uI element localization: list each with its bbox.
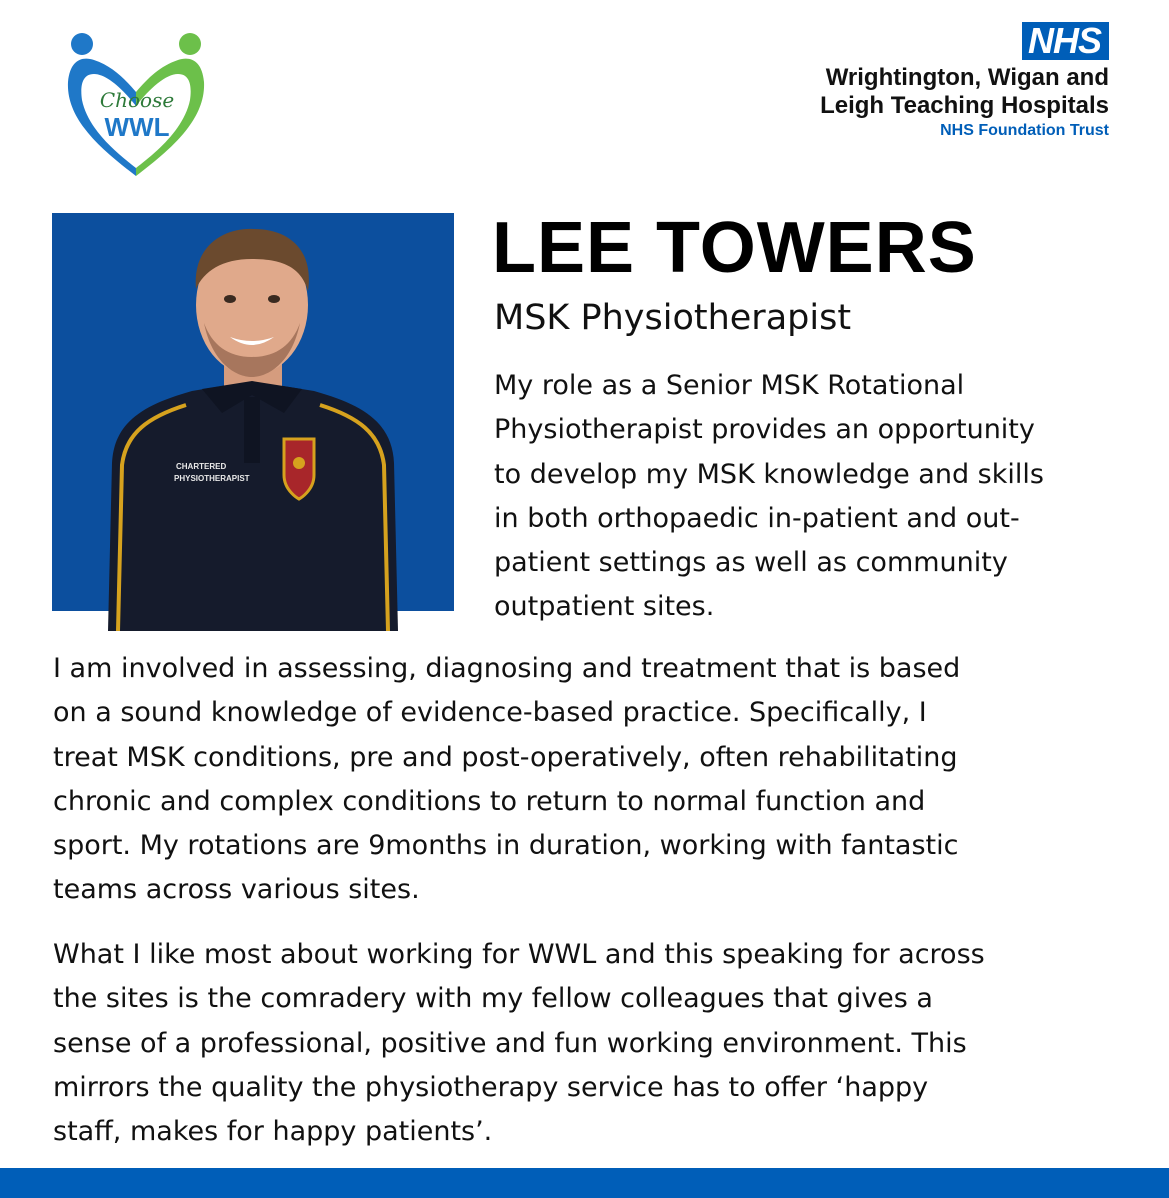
bio-body-line: sport. My rotations are 9months in duration, working with fantastic bbox=[53, 830, 959, 862]
bio-intro-line: to develop my MSK knowledge and skills bbox=[494, 458, 1044, 490]
trust-name-line1: Wrightington, Wigan and bbox=[825, 64, 1109, 91]
nhs-badge: NHS bbox=[1022, 22, 1109, 60]
bio-intro-line: My role as a Senior MSK Rotational bbox=[494, 370, 965, 401]
bio-body-line: I am involved in assessing, diagnosing and treatment that is based bbox=[53, 653, 961, 684]
bio-intro-paragraph bbox=[494, 364, 1134, 630]
bio-intro-line: Physiotherapist provides an opportunity bbox=[494, 414, 1035, 446]
bio-body-line: treat MSK conditions, pre and post-operatively, often rehabilitating bbox=[53, 741, 958, 773]
bio-closing-paragraph bbox=[53, 933, 1133, 1154]
bio-body-line: on a sound knowledge of evidence-based practice. Specifically, I bbox=[53, 697, 927, 729]
logo-wwl-text: WWL bbox=[104, 112, 170, 142]
nhs-trust-logo bbox=[749, 22, 1109, 142]
trust-subtitle: NHS Foundation Trust bbox=[940, 122, 1109, 139]
trust-name-line2: Leigh Teaching Hospitals bbox=[820, 92, 1109, 119]
bio-intro-line: in both orthopaedic in-patient and out- bbox=[494, 502, 1020, 534]
bio-closing-line: the sites is the comradery with my fellow colleagues that gives a bbox=[53, 983, 933, 1015]
bio-closing-line: sense of a professional, positive and fun working environment. This bbox=[53, 1027, 967, 1059]
footer-bar bbox=[0, 1168, 1169, 1198]
profile-role: MSK Physiotherapist bbox=[494, 298, 852, 338]
person-portrait-illustration bbox=[52, 213, 454, 631]
profile-name: LEE TOWERS bbox=[492, 208, 977, 288]
bio-closing-line: What I like most about working for WWL and this speaking for across bbox=[53, 939, 985, 970]
logo-choose-text: Choose bbox=[99, 88, 175, 112]
bio-closing-line: staff, makes for happy patients’. bbox=[53, 1116, 493, 1148]
choose-wwl-logo bbox=[62, 30, 212, 180]
bio-closing-line: mirrors the quality the physiotherapy service has to offer ‘happy bbox=[53, 1071, 929, 1103]
shirt-embroidery-line1: CHARTERED bbox=[176, 462, 227, 471]
bio-intro-line: patient settings as well as community bbox=[494, 547, 1008, 579]
bio-body-paragraph bbox=[53, 647, 1133, 913]
bio-body-line: chronic and complex conditions to return to normal function and bbox=[53, 785, 926, 817]
profile-photo bbox=[52, 213, 454, 611]
shirt-embroidery-line2: PHYSIOTHERAPIST bbox=[174, 474, 250, 483]
bio-body-line: teams across various sites. bbox=[53, 874, 420, 906]
bio-intro-line: outpatient sites. bbox=[494, 591, 715, 623]
